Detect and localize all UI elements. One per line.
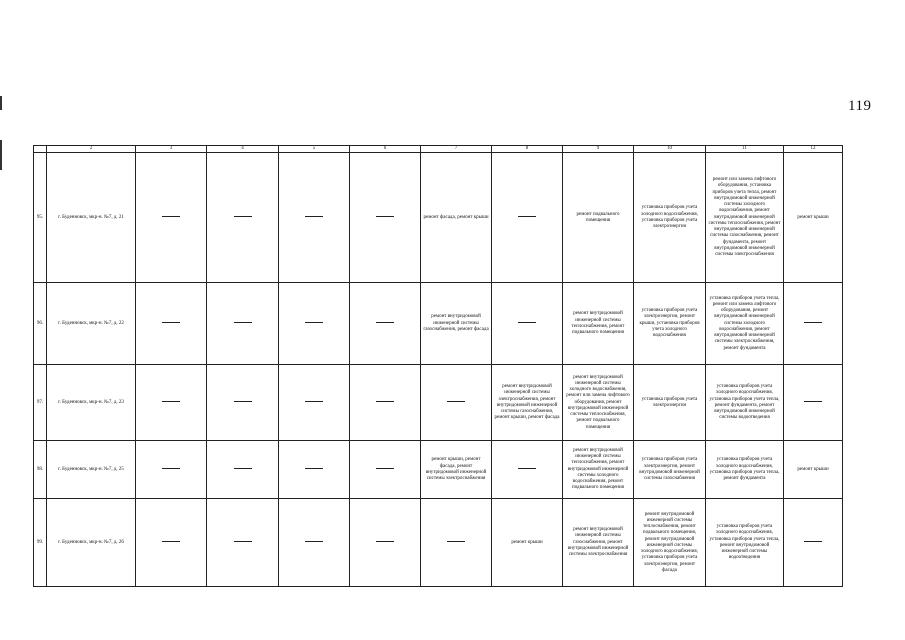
empty-cell	[136, 499, 207, 587]
empty-cell	[279, 441, 350, 499]
dash-mark	[234, 216, 252, 217]
table-row	[34, 499, 843, 587]
column-number: 7	[421, 146, 492, 153]
dash-mark	[162, 401, 180, 402]
left-edge-mark	[0, 140, 2, 170]
empty-cell	[207, 153, 279, 283]
row-number: 98.	[34, 441, 47, 499]
dash-mark	[305, 468, 323, 469]
dash-mark	[162, 322, 180, 323]
column-number: 9	[563, 146, 634, 153]
works-cell: ремонт внутридомовой инженерной системы теплоснабжения, ремонт подвального помещения, ремонт внутридомовой инженерной системы холодного водоснабжения, установка приборов учета электроэнергии, ремонт фасада	[634, 499, 706, 587]
column-number: 10	[634, 146, 706, 153]
dash-mark	[447, 401, 465, 402]
empty-cell	[136, 365, 207, 441]
works-cell: ремонт внутридомовой инженерной системы холодного водоснабжения, ремонт или замена лифтового оборудования, ремонт внутридомовой инженерной системы теплоснабжения, ремонт подвального помещения	[563, 365, 634, 441]
empty-cell	[784, 365, 843, 441]
works-cell: установка приборов учета электроэнергии, ремонт крыши, установка приборов учета холодного водоснабжения	[634, 283, 706, 365]
column-number	[34, 146, 47, 153]
works-cell: ремонт внутридомовой инженерной системы теплоснабжения, ремонт внутридомовой инженерной системы холодного водоснабжения, ремонт подвального помещения	[563, 441, 634, 499]
works-cell: ремонт крыши	[492, 499, 563, 587]
empty-cell	[350, 499, 421, 587]
dash-mark	[376, 541, 394, 542]
works-cell: установка приборов учета тепла, ремонт или замена лифтового оборудования, ремонт внутридомовой инженерной системы холодного водоснабжения, ремонт внутридомовой инженерной системы электроснабжения, ремонт фундамента	[706, 283, 784, 365]
works-cell: ремонт крыши	[784, 441, 843, 499]
dash-mark	[162, 468, 180, 469]
empty-cell	[421, 365, 492, 441]
left-edge-mark	[0, 96, 2, 110]
works-cell: ремонт или замена лифтового оборудования, установка приборов учета тепла, ремонт внутридомовой инженерной системы холодного водоснабжения, ремонт внутридомовой инженерной системы теплоснабжения, ремонт внутридомовой инженерной системы газоснабжения, ремонт фундамента, ремонт внутридомовой инженерной системы электроснабжения	[706, 153, 784, 283]
works-cell: ремонт фасада, ремонт крыши	[421, 153, 492, 283]
empty-cell	[279, 365, 350, 441]
empty-cell	[350, 153, 421, 283]
table-row	[34, 283, 843, 365]
works-cell: ремонт крыши, ремонт фасада, ремонт внутридомовой инженерной системы электроснабжения	[421, 441, 492, 499]
dash-mark	[305, 322, 323, 323]
page-number: 119	[848, 98, 872, 114]
dash-mark	[447, 541, 465, 542]
column-number: 5	[279, 146, 350, 153]
empty-cell	[136, 283, 207, 365]
row-number: 99.	[34, 499, 47, 587]
dash-mark	[518, 216, 536, 217]
empty-cell	[136, 441, 207, 499]
empty-cell	[207, 365, 279, 441]
empty-cell	[421, 499, 492, 587]
column-numbers-row	[34, 146, 843, 153]
dash-mark	[305, 401, 323, 402]
table-row	[34, 153, 843, 283]
dash-mark	[376, 216, 394, 217]
empty-cell	[279, 499, 350, 587]
address-cell: г. Буденновск, мкр-н. №7, д. 23	[47, 365, 136, 441]
column-number: 2	[47, 146, 136, 153]
works-cell: ремонт внутридомовой инженерной системы электроснабжения, ремонт внутридомовой инженерной системы газоснабжения, ремонт крыши, ремонт фасада	[492, 365, 563, 441]
column-number: 11	[706, 146, 784, 153]
row-number: 96.	[34, 283, 47, 365]
dash-mark	[234, 322, 252, 323]
empty-cell	[207, 499, 279, 587]
row-number: 95.	[34, 153, 47, 283]
dash-mark	[804, 541, 822, 542]
dash-mark	[518, 322, 536, 323]
empty-cell	[784, 499, 843, 587]
empty-cell	[350, 365, 421, 441]
dash-mark	[234, 541, 252, 542]
empty-cell	[350, 283, 421, 365]
column-number: 4	[207, 146, 279, 153]
empty-cell	[350, 441, 421, 499]
works-cell: ремонт крыши	[784, 153, 843, 283]
dash-mark	[376, 322, 394, 323]
empty-cell	[784, 283, 843, 365]
works-cell: ремонт внутридомовой инженерной системы газоснабжения, ремонт фасада	[421, 283, 492, 365]
column-number: 8	[492, 146, 563, 153]
table-row	[34, 365, 843, 441]
dash-mark	[804, 322, 822, 323]
empty-cell	[207, 441, 279, 499]
works-cell: установка приборов учета холодного водоснабжения, установка приборов учета тепла, ремонт фундамента	[706, 441, 784, 499]
dash-mark	[234, 401, 252, 402]
column-number: 3	[136, 146, 207, 153]
empty-cell	[279, 283, 350, 365]
dash-mark	[518, 468, 536, 469]
dash-mark	[305, 541, 323, 542]
column-number: 12	[784, 146, 843, 153]
works-cell: установка приборов учета электроэнергии, ремонт внутридомовой инженерной системы газоснабжения	[634, 441, 706, 499]
dash-mark	[234, 468, 252, 469]
works-cell: установка приборов учета холодного водоснабжения, установка приборов учета тепла, ремонт фундамента, ремонт внутридомовой инженерной системы водоотведения	[706, 365, 784, 441]
empty-cell	[492, 441, 563, 499]
works-cell: установка приборов учета холодного водоснабжения, установка приборов учета тепла, ремонт внутридомовой инженерной системы водоотведения	[706, 499, 784, 587]
dash-mark	[162, 216, 180, 217]
dash-mark	[376, 468, 394, 469]
address-cell: г. Буденновск, мкр-н. №7, д. 21	[47, 153, 136, 283]
column-number: 6	[350, 146, 421, 153]
dash-mark	[376, 401, 394, 402]
dash-mark	[804, 401, 822, 402]
address-cell: г. Буденновск, мкр-н. №7, д. 25	[47, 441, 136, 499]
works-cell: ремонт подвального помещения	[563, 153, 634, 283]
table-row	[34, 441, 843, 499]
address-cell: г. Буденновск, мкр-н. №7, д. 26	[47, 499, 136, 587]
empty-cell	[207, 283, 279, 365]
empty-cell	[492, 153, 563, 283]
works-cell: установка приборов учета электроэнергии	[634, 365, 706, 441]
empty-cell	[136, 153, 207, 283]
row-number: 97.	[34, 365, 47, 441]
address-cell: г. Буденновск, мкр-н. №7, д. 22	[47, 283, 136, 365]
dash-mark	[162, 541, 180, 542]
empty-cell	[492, 283, 563, 365]
works-cell: ремонт внутридомовой инженерной системы газоснабжения, ремонт внутридомовой инженерной системы электроснабжения	[563, 499, 634, 587]
capital-repair-table	[33, 145, 843, 587]
works-cell: ремонт внутридомовой инженерной системы теплоснабжения, ремонт подвального помещения	[563, 283, 634, 365]
works-cell: установка приборов учета холодного водоснабжения, установка приборов учета электроэнергии	[634, 153, 706, 283]
empty-cell	[279, 153, 350, 283]
dash-mark	[305, 216, 323, 217]
